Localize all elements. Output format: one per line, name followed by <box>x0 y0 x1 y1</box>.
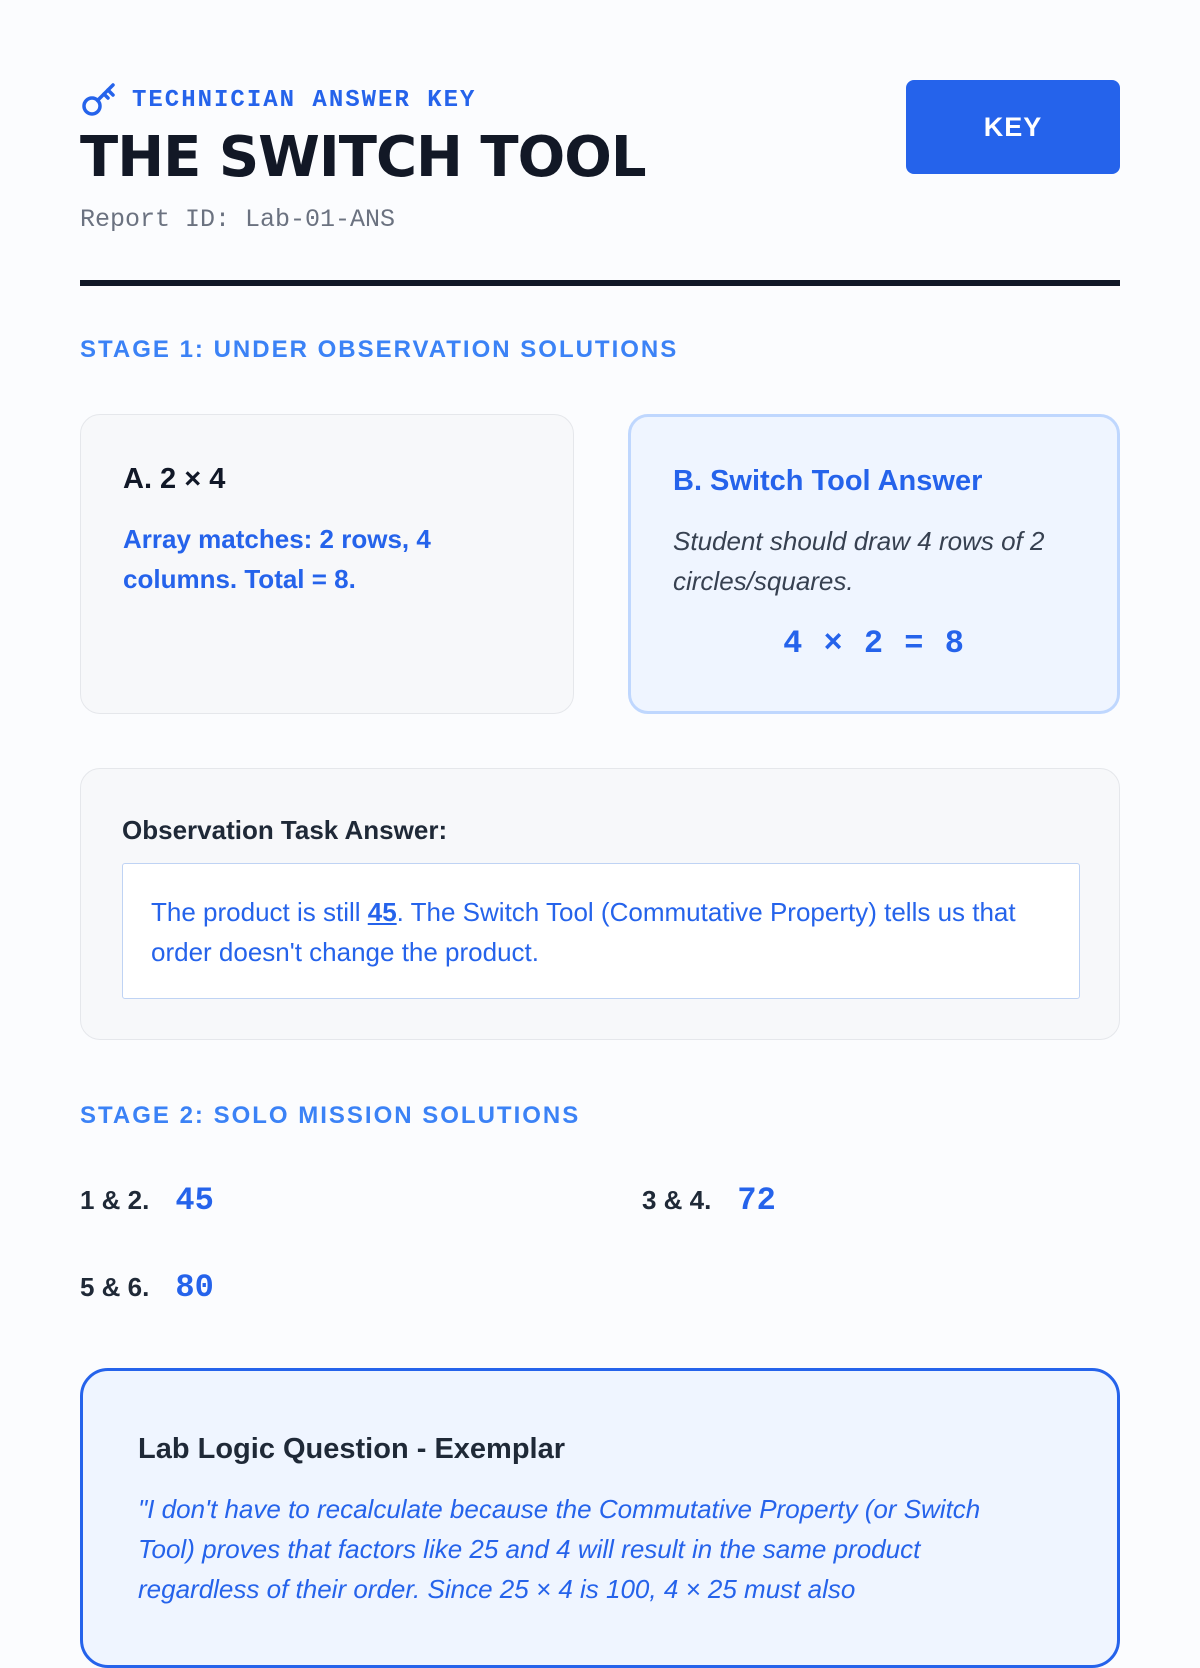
card-a <box>80 414 574 714</box>
overline-text: TECHNICIAN ANSWER KEY <box>132 86 477 114</box>
header <box>80 0 1120 290</box>
answer-label: 1 & 2. <box>80 1185 150 1215</box>
overline <box>80 80 476 120</box>
observation-task-card <box>80 768 1120 1040</box>
answer-value: 80 <box>175 1269 214 1306</box>
observation-task-answer <box>122 863 1080 999</box>
answer-number: 45 <box>367 897 397 927</box>
answer-key-page <box>80 0 1120 1604</box>
report-id: Report ID: Lab-01-ANS <box>80 205 396 234</box>
exemplar-text: "I don't have to recalculate because the Commutative Property (or Switch Tool) proves that factors like 25 and 4 will result in the same product regardless of their order. Since 25 × 4 is 100, 4 × 25 must also <box>138 1494 981 1604</box>
answer-value: 45 <box>175 1182 214 1219</box>
exemplar-card <box>80 1368 1120 1668</box>
answer-item <box>80 1182 214 1219</box>
key-icon <box>80 80 120 120</box>
answer-label: 3 & 4. <box>642 1185 712 1215</box>
answer-item <box>642 1182 776 1219</box>
key-button[interactable]: KEY <box>906 80 1120 174</box>
card-b-instruction: Student should draw 4 rows of 2 circles/squares. <box>673 526 1045 596</box>
observation-task-label: Observation Task Answer: <box>122 815 448 845</box>
answer-suffix: . The Switch Tool (Commutative Property) tells us that order doesn't change the product. <box>151 897 1016 967</box>
exemplar-title: Lab Logic Question - Exemplar <box>138 1433 566 1465</box>
header-divider <box>80 280 1120 286</box>
card-b-title: B. Switch Tool Answer <box>673 465 983 497</box>
page-title: THE SWITCH TOOL <box>80 125 646 190</box>
stage-2-heading: STAGE 2: SOLO MISSION SOLUTIONS <box>80 1102 581 1129</box>
card-b-equation: 4 × 2 = 8 <box>783 625 965 662</box>
card-a-answer: Array matches: 2 rows, 4 columns. Total = 8. <box>123 524 431 594</box>
answer-item <box>80 1269 214 1306</box>
answer-label: 5 & 6. <box>80 1272 150 1302</box>
answer-prefix: The product is still <box>151 897 368 927</box>
card-b <box>628 414 1120 714</box>
answer-value: 72 <box>737 1182 776 1219</box>
card-a-title: A. 2 × 4 <box>123 463 226 495</box>
stage-1-heading: STAGE 1: UNDER OBSERVATION SOLUTIONS <box>80 336 679 363</box>
